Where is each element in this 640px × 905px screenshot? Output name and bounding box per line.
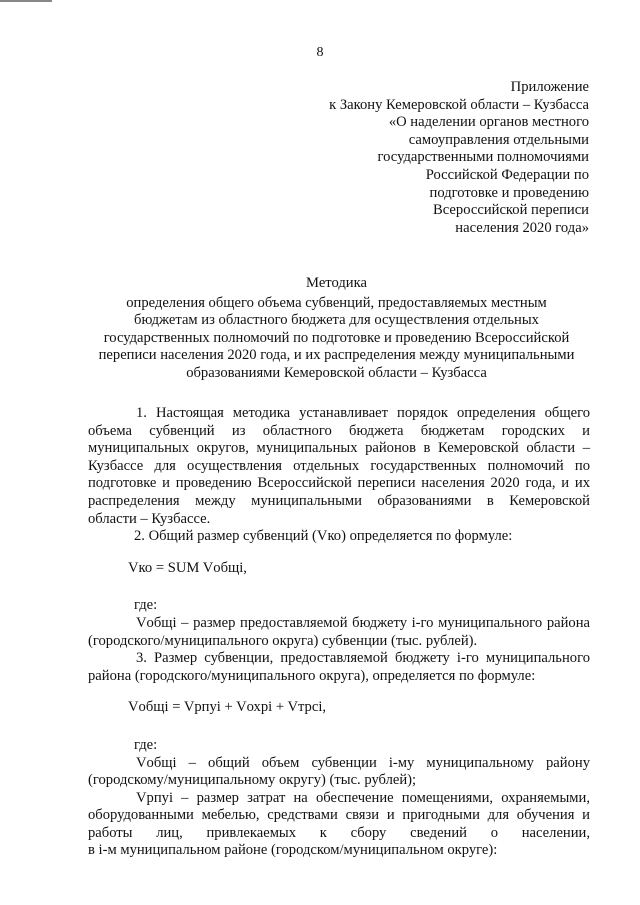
- appendix-line: Всероссийской переписи: [433, 202, 589, 219]
- text-line: (городского/муниципального округа) субвенции (тыс. рублей).: [88, 632, 478, 649]
- text-line: оборудованными мебелью, средствами связи и пригодными для обучения и: [88, 807, 590, 824]
- text-line: (городскому/муниципальному округу) (тыс. рублей);: [88, 772, 417, 789]
- text-line: области – Кузбассе.: [88, 510, 211, 527]
- appendix-line: самоуправления отдельными: [408, 131, 589, 148]
- document-body: [88, 405, 590, 860]
- method-subtitle-line: государственных полномочий по подготовке и проведению Всероссийской: [103, 329, 570, 346]
- text-line: распределения между муниципальными образованиями в Кемеровской: [88, 492, 590, 509]
- paragraph-3: [88, 650, 590, 685]
- definition-vrpu: [88, 790, 590, 860]
- text-line: Vобщi – общий объем субвенции i-му муниципальному району: [136, 754, 590, 771]
- text-line: Кузбассе для осуществления отдельных государственных полномочий по: [88, 457, 590, 474]
- appendix-line: населения 2020 года»: [455, 219, 589, 236]
- method-subtitle-line: определения общего объема субвенций, предоставляемых местным: [126, 294, 547, 311]
- method-subtitle-line: переписи населения 2020 года, и их распределения между муниципальными: [98, 347, 575, 364]
- appendix-header: [300, 79, 589, 237]
- appendix-line: «О наделении органов местного: [388, 114, 589, 131]
- paragraph-2: 2. Общий размер субвенций (Vко) определяется по формуле:: [134, 528, 513, 545]
- text-line: Vрпуi – размер затрат на обеспечение помещениями, охраняемыми,: [136, 789, 590, 806]
- text-line: работы лиц, привлекаемых к сбору сведений о населении,: [88, 824, 590, 841]
- text-line: 3. Размер субвенции, предоставляемой бюджету i-го муниципального: [136, 650, 590, 667]
- formula-total: Vко = SUM Vобщi,: [128, 559, 247, 576]
- where-label: где:: [134, 736, 158, 753]
- text-line: 1. Настоящая методика устанавливает порядок определения общего: [136, 405, 590, 421]
- appendix-line: государственными полномочиями: [377, 149, 589, 166]
- text-line: Vобщi – размер предоставляемой бюджету i-го муниципального района: [136, 614, 590, 631]
- method-subtitle-line: образованиями Кемеровской области – Кузбасса: [186, 364, 487, 381]
- definition-vobsh: [88, 615, 590, 650]
- method-heading: [82, 275, 591, 383]
- formula-subvention: Vобщi = Vрпуi + Vохрi + Vтрсi,: [128, 699, 327, 716]
- appendix-line: к Закону Кемеровской области – Кузбасса: [329, 96, 589, 113]
- page-number: 8: [316, 45, 324, 60]
- text-line: подготовке и проведению Всероссийской переписи населения 2020 года, и их: [88, 475, 590, 492]
- appendix-line: Российской Федерации по: [425, 166, 589, 183]
- text-line: в i-м муниципальном районе (городском/муниципальном округе):: [88, 842, 498, 859]
- appendix-line: Приложение: [510, 79, 589, 95]
- where-label: где:: [134, 597, 158, 614]
- appendix-line: подготовке и проведению: [429, 184, 589, 201]
- paragraph-1: [88, 405, 590, 528]
- method-subtitle-line: бюджетам из областного бюджета для осуществления отдельных: [134, 312, 539, 329]
- text-line: района (городского/муниципального округа), определяется по формуле:: [88, 667, 536, 684]
- scan-edge-mark: [0, 0, 52, 2]
- definition-vobsh-total: [88, 755, 590, 790]
- text-line: объема субвенций из областного бюджета бюджетам городских и: [88, 422, 590, 439]
- method-title: Методика: [306, 275, 367, 291]
- text-line: муниципальных округов, муниципальных районов в Кемеровской области –: [88, 440, 590, 457]
